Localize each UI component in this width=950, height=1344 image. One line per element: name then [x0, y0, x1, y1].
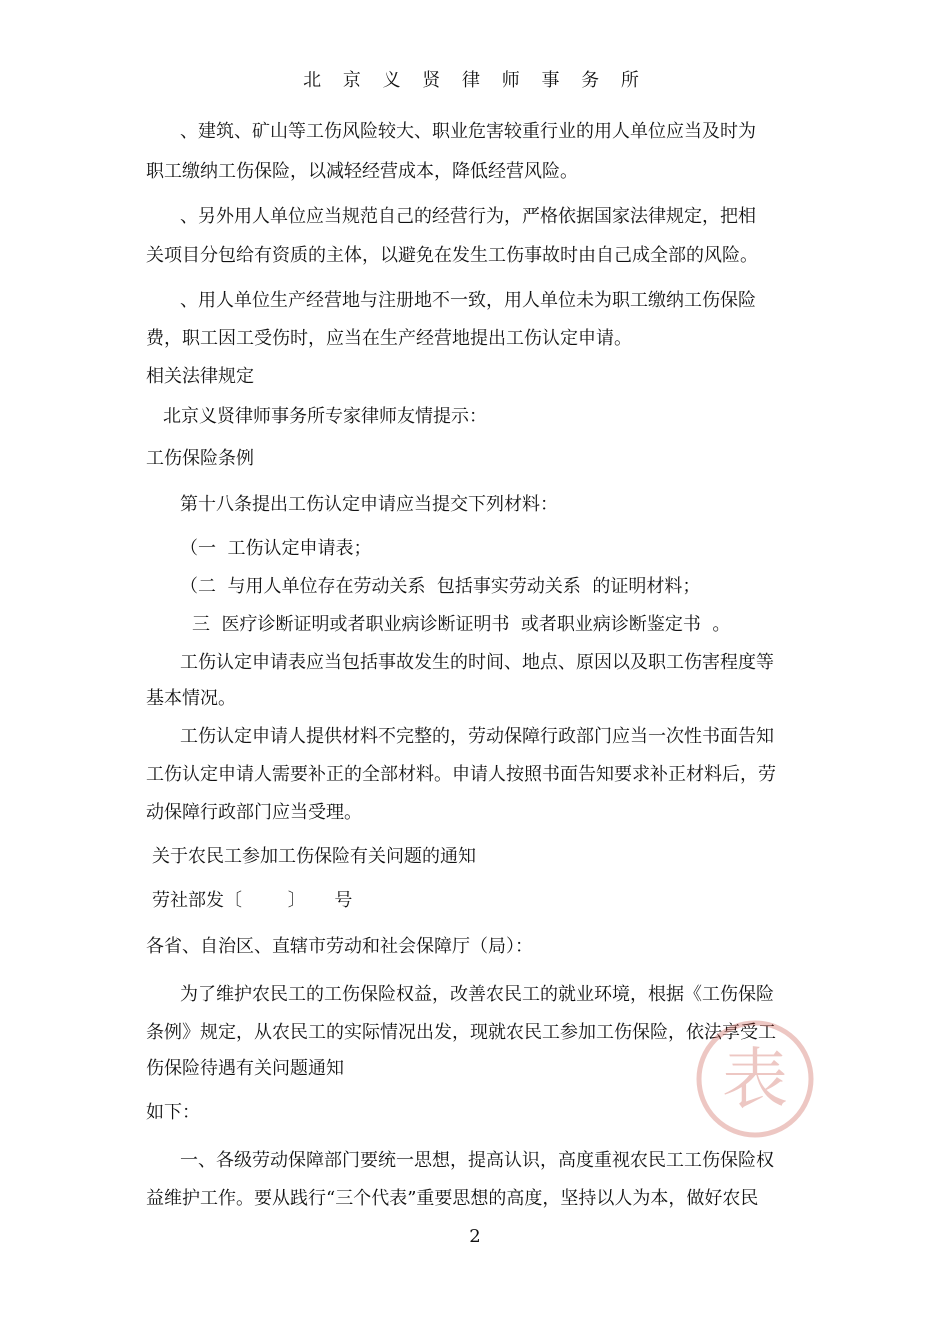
page-number: 2 — [469, 1226, 481, 1247]
body-line-27: 益维护工作。要从践行“三个代表”重要思想的高度，坚持以人为本，做好农民 — [146, 1188, 759, 1209]
svg-text:表: 表 — [722, 1041, 788, 1118]
body-line-17: 工伤认定申请人需要补正的全部材料。申请人按照书面告知要求补正材料后，劳 — [146, 764, 776, 785]
body-line-25: 如下： — [146, 1102, 200, 1123]
body-line-23: 条例》规定，从农民工的实际情况出发，现就农民工参加工伤保险，依法享受工 — [146, 1022, 776, 1043]
body-line-4: 关项目分包给有资质的主体，以避免在发生工伤事故时由自己成全部的风险。 — [146, 245, 758, 266]
body-line-19: 关于农民工参加工伤保险有关问题的通知 — [152, 846, 476, 867]
body-line-13: 三 医疗诊断证明或者职业病诊断证明书 或者职业病诊断鉴定书 。 — [192, 614, 731, 635]
body-line-26: 一、各级劳动保障部门要统一思想，提高认识，高度重视农民工工伤保险权 — [180, 1150, 774, 1171]
body-line-20: 劳社部发〔 〕 号 — [152, 890, 353, 911]
body-line-5: 、用人单位生产经营地与注册地不一致，用人单位未为职工缴纳工伤保险 — [180, 290, 756, 311]
page-header: 北 京 义 贤 律 师 事 务 所 — [303, 70, 647, 91]
body-line-15: 基本情况。 — [146, 688, 236, 709]
body-line-10: 第十八条提出工伤认定申请应当提交下列材料： — [180, 494, 558, 515]
body-line-6: 费，职工因工受伤时，应当在生产经营地提出工伤认定申请。 — [146, 328, 632, 349]
body-line-9: 工伤保险条例 — [146, 448, 254, 469]
body-line-8: 北京义贤律师事务所专家律师友情提示： — [163, 406, 487, 427]
seal-stamp-icon — [694, 1018, 816, 1140]
body-line-7: 相关法律规定 — [146, 366, 254, 387]
body-line-12: （二 与用人单位存在劳动关系 包括事实劳动关系 的证明材料； — [180, 576, 701, 597]
body-line-24: 伤保险待遇有关问题通知 — [146, 1058, 344, 1079]
body-line-11: （一 工伤认定申请表； — [180, 538, 372, 559]
body-line-16: 工伤认定申请人提供材料不完整的，劳动保障行政部门应当一次性书面告知 — [180, 726, 774, 747]
body-line-21: 各省、自治区、直辖市劳动和社会保障厅（局）： — [146, 936, 533, 957]
body-line-2: 职工缴纳工伤保险，以减轻经营成本，降低经营风险。 — [146, 161, 578, 182]
body-line-14: 工伤认定申请表应当包括事故发生的时间、地点、原因以及职工伤害程度等 — [180, 652, 774, 673]
body-line-22: 为了维护农民工的工伤保险权益，改善农民工的就业环境，根据《工伤保险 — [180, 984, 774, 1005]
body-line-3: 、另外用人单位应当规范自己的经营行为，严格依据国家法律规定，把相 — [180, 206, 756, 227]
body-line-1: 、建筑、矿山等工伤风险较大、职业危害较重行业的用人单位应当及时为 — [180, 121, 756, 142]
body-line-18: 动保障行政部门应当受理。 — [146, 802, 362, 823]
